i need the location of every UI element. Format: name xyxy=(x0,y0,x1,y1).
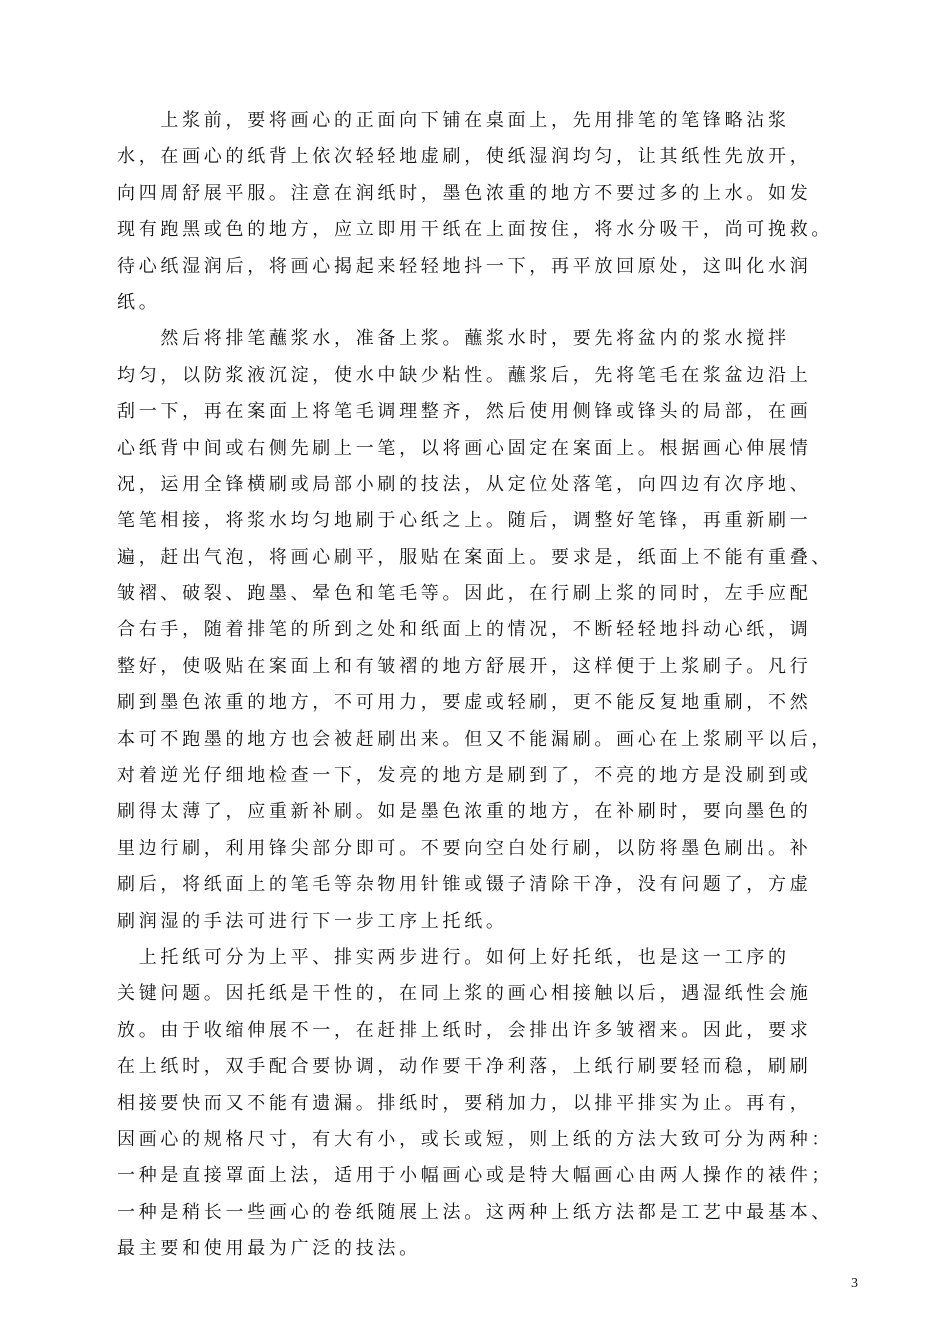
text-line: 向四周舒展平服。注意在润纸时，墨色浓重的地方不要过多的上水。如发 xyxy=(117,182,812,204)
text-line: 一种是稍长一些画心的卷纸随展上法。这两种上纸方法都是工艺中最基本、 xyxy=(117,1201,834,1223)
text-line: 刮一下，再在案面上将笔毛调理整齐，然后使用侧锋或锋头的局部，在画 xyxy=(117,401,812,423)
text-line: 况，运用全锋横刷或局部小刷的技法，从定位处落笔，向四边有次序地、 xyxy=(117,473,812,495)
text-line: 整好，使吸贴在案面上和有皱褶的地方舒展开，这样便于上浆刷子。凡行 xyxy=(117,655,812,677)
text-line: 对着逆光仔细地检查一下，发亮的地方是刷到了，不亮的地方是没刷到或 xyxy=(117,765,812,787)
text-line: 上浆前，要将画心的正面向下铺在桌面上，先用排笔的笔锋略沾浆 xyxy=(117,110,790,131)
body-text xyxy=(117,103,857,1268)
text-line: 最主要和使用最为广泛的技法。 xyxy=(117,1238,421,1260)
text-line: 心纸背中间或右侧先刷上一笔，以将画心固定在案面上。根据画心伸展情 xyxy=(117,437,812,459)
text-line: 本可不跑墨的地方也会被赶刷出来。但又不能漏刷。画心在上浆刷平以后， xyxy=(117,728,834,750)
paragraph-1 xyxy=(117,103,857,321)
text-line: 关键问题。因托纸是干性的，在同上浆的画心相接触以后，遇湿纸性会施 xyxy=(117,983,812,1005)
text-line: 均匀，以防浆液沉淀，使水中缺少粘性。蘸浆后，先将笔毛在浆盆边沿上 xyxy=(117,364,812,386)
text-line: 现有跑黑或色的地方，应立即用干纸在上面按住，将水分吸干，尚可挽救。 xyxy=(117,219,834,241)
text-line: 遍，赶出气泡，将画心刷平，服贴在案面上。要求是，纸面上不能有重叠、 xyxy=(117,546,834,568)
text-line: 水，在画心的纸背上依次轻轻地虚刷，使纸湿润均匀，让其纸性先放开， xyxy=(117,146,812,168)
text-line: 然后将排笔蘸浆水，准备上浆。蘸浆水时，要先将盆内的浆水搅拌 xyxy=(117,328,790,350)
text-line: 相接要快而又不能有遗漏。排纸时，要稍加力，以排平排实为止。再有， xyxy=(117,1092,812,1114)
text-line: 刷后，将纸面上的笔毛等杂物用针锥或镊子清除干净，没有问题了，方虚 xyxy=(117,874,812,896)
text-line: 合右手，随着排笔的所到之处和纸面上的情况，不断轻轻地抖动心纸，调 xyxy=(117,619,812,641)
text-line: 待心纸湿润后，将画心揭起来轻轻地抖一下，再平放回原处，这叫化水润 xyxy=(117,255,812,277)
paragraph-3 xyxy=(117,940,857,1268)
text-line: 笔笔相接，将浆水均匀地刷于心纸之上。随后，调整好笔锋，再重新刷一 xyxy=(117,510,812,532)
text-line: 在上纸时，双手配合要协调，动作要干净利落，上纸行刷要轻而稳，刷刷 xyxy=(117,1056,812,1078)
paragraph-2 xyxy=(117,321,857,940)
text-line: 纸。 xyxy=(117,291,161,313)
text-line: 刷得太薄了，应重新补刷。如是墨色浓重的地方，在补刷时，要向墨色的 xyxy=(117,801,812,823)
page-number: 3 xyxy=(851,1276,858,1291)
text-line: 上托纸可分为上平、排实两步进行。如何上好托纸，也是这一工序的 xyxy=(117,946,790,968)
text-line: 放。由于收缩伸展不一，在赶排上纸时，会排出许多皱褶来。因此，要求 xyxy=(117,1019,812,1041)
text-line: 刷到墨色浓重的地方，不可用力，要虚或轻刷，更不能反复地重刷，不然 xyxy=(117,692,812,714)
text-line: 刷润湿的手法可进行下一步工序上托纸。 xyxy=(117,910,508,932)
text-line: 一种是直接罩面上法，适用于小幅画心或是特大幅画心由两人操作的裱件； xyxy=(117,1165,834,1187)
text-line: 里边行刷，利用锋尖部分即可。不要向空白处行刷，以防将墨色刷出。补 xyxy=(117,837,812,859)
text-line: 皱褶、破裂、跑墨、晕色和笔毛等。因此，在行刷上浆的同时，左手应配 xyxy=(117,583,812,605)
text-line: 因画心的规格尺寸，有大有小，或长或短，则上纸的方法大致可分为两种： xyxy=(117,1128,834,1150)
